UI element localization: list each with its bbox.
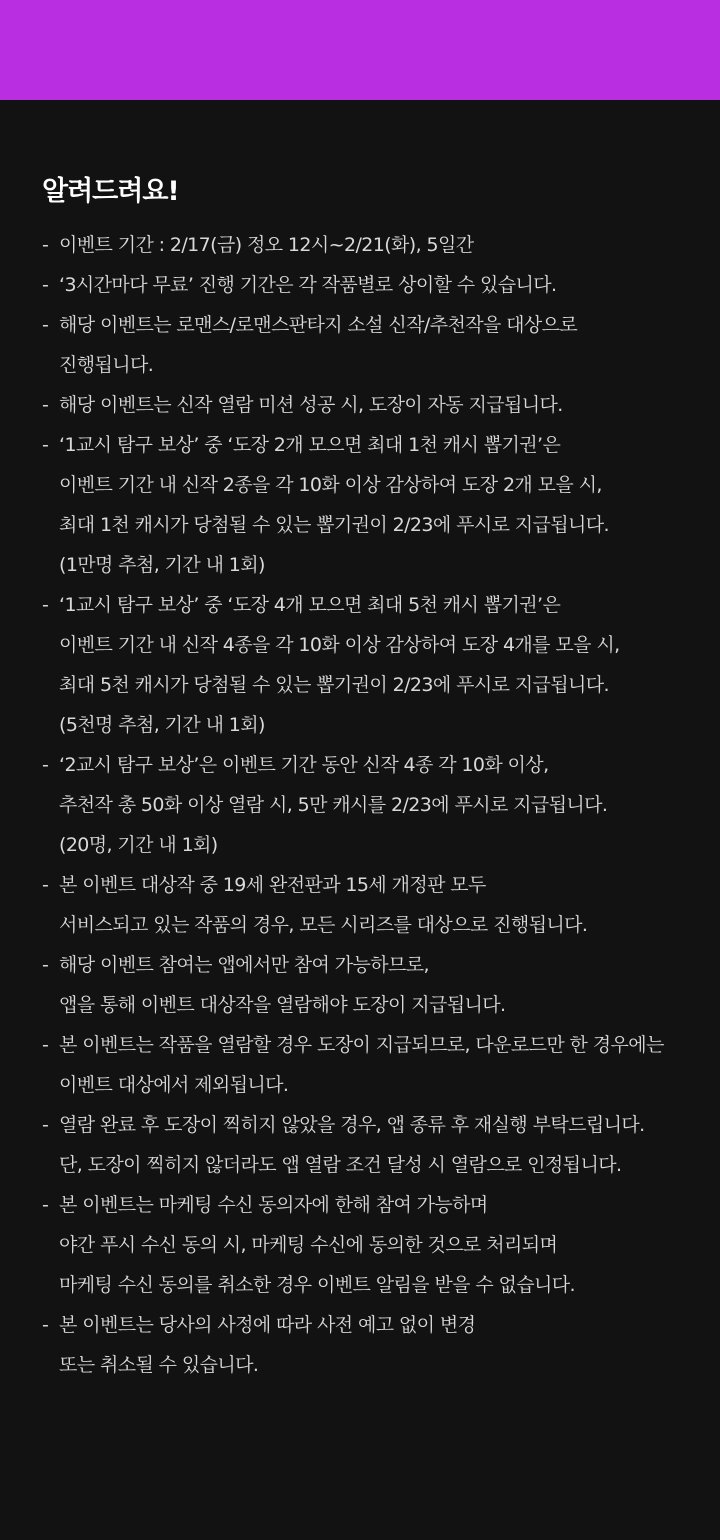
notice-bullet: - <box>42 274 49 296</box>
notice-line: 해당 이벤트는 로맨스/로맨스판타지 소설 신작/추천작을 대상으로 <box>59 314 578 336</box>
notice-line: 본 이벤트는 작품을 열람할 경우 도장이 지급되므로, 다운로드만 한 경우에는 <box>59 1034 664 1056</box>
notice-line: (5천명 추첨, 기간 내 1회) <box>59 714 265 736</box>
notice-bullet: - <box>42 434 49 456</box>
notice-line: 최대 5천 캐시가 당첨될 수 있는 뽑기권이 2/23에 푸시로 지급됩니다. <box>59 674 610 696</box>
notice-line: 본 이벤트는 마케팅 수신 동의자에 한해 참여 가능하며 <box>59 1194 488 1216</box>
notice-line: 해당 이벤트는 신작 열람 미션 성공 시, 도장이 자동 지급됩니다. <box>59 394 563 416</box>
notice-bullet: - <box>42 954 49 976</box>
notice-item <box>42 1025 702 1105</box>
notice-item <box>42 425 702 585</box>
notice-item <box>42 745 702 865</box>
top-banner-band <box>0 0 720 100</box>
notice-item-text <box>59 265 556 305</box>
notice-bullet: - <box>42 754 49 776</box>
notice-bullet: - <box>42 594 49 616</box>
notice-line: ‘2교시 탐구 보상’은 이벤트 기간 동안 신작 4종 각 10화 이상, <box>59 754 549 776</box>
notice-item <box>42 1305 702 1385</box>
notice-bullet: - <box>42 874 49 896</box>
notice-line: 해당 이벤트 참여는 앱에서만 참여 가능하므로, <box>59 954 429 976</box>
notice-line: 또는 취소될 수 있습니다. <box>59 1354 259 1376</box>
notice-item-text <box>59 945 505 1025</box>
notice-bullet: - <box>42 1114 49 1136</box>
notice-item-text <box>59 385 563 425</box>
notice-line: 본 이벤트 대상작 중 19세 완전판과 15세 개정판 모두 <box>59 874 486 896</box>
notice-bullet: - <box>42 1194 49 1216</box>
notice-item-text <box>59 1185 575 1305</box>
notice-line: ‘1교시 탐구 보상’ 중 ‘도장 2개 모으면 최대 1천 캐시 뽑기권’은 <box>59 434 561 456</box>
notice-line: 서비스되고 있는 작품의 경우, 모든 시리즈를 대상으로 진행됩니다. <box>59 914 588 936</box>
notice-line: 최대 1천 캐시가 당첨될 수 있는 뽑기권이 2/23에 푸시로 지급됩니다. <box>59 514 610 536</box>
notice-line: 이벤트 기간 내 신작 4종을 각 10화 이상 감상하여 도장 4개를 모을 시, <box>59 634 620 656</box>
notice-line: ‘3시간마다 무료’ 진행 기간은 각 작품별로 상이할 수 있습니다. <box>59 274 557 296</box>
notice-line: 추천작 총 50화 이상 열람 시, 5만 캐시를 2/23에 푸시로 지급됩니다. <box>59 794 608 816</box>
notice-bullet: - <box>42 1314 49 1336</box>
notice-line: 이벤트 기간 : 2/17(금) 정오 12시~2/21(화), 5일간 <box>59 234 474 256</box>
notice-bullet: - <box>42 234 49 256</box>
notice-item <box>42 385 702 425</box>
notice-item-text <box>59 1305 475 1385</box>
notice-line: 열람 완료 후 도장이 찍히지 않았을 경우, 앱 종류 후 재실행 부탁드립니다. <box>59 1114 645 1136</box>
notice-bullet: - <box>42 1034 49 1056</box>
notice-item-text <box>59 1105 645 1185</box>
notice-line: 본 이벤트는 당사의 사정에 따라 사전 예고 없이 변경 <box>59 1314 476 1336</box>
notice-list <box>42 225 702 1385</box>
notice-item-text <box>59 1025 664 1105</box>
notice-bullet: - <box>42 394 49 416</box>
notice-item-text <box>59 425 609 585</box>
notice-line: 단, 도장이 찍히지 않더라도 앱 열람 조건 달성 시 열람으로 인정됩니다. <box>59 1154 622 1176</box>
notice-item <box>42 945 702 1025</box>
notice-item <box>42 1185 702 1305</box>
notice-line: 마케팅 수신 동의를 취소한 경우 이벤트 알림을 받을 수 없습니다. <box>59 1274 576 1296</box>
notice-item <box>42 305 702 385</box>
notice-item <box>42 585 702 745</box>
notice-line: (1만명 추첨, 기간 내 1회) <box>59 554 265 576</box>
notice-line: (20명, 기간 내 1회) <box>59 834 218 856</box>
notice-item-text <box>59 745 607 865</box>
notice-item-text <box>59 865 587 945</box>
notice-line: 이벤트 대상에서 제외됩니다. <box>59 1074 289 1096</box>
notice-item <box>42 1105 702 1185</box>
notice-line: ‘1교시 탐구 보상’ 중 ‘도장 4개 모으면 최대 5천 캐시 뽑기권’은 <box>59 594 561 616</box>
notice-bullet: - <box>42 314 49 336</box>
notice-item <box>42 225 702 265</box>
notice-line: 야간 푸시 수신 동의 시, 마케팅 수신에 동의한 것으로 처리되며 <box>59 1234 558 1256</box>
notice-line: 앱을 통해 이벤트 대상작을 열람해야 도장이 지급됩니다. <box>59 994 506 1016</box>
notice-item-text <box>59 305 577 385</box>
notice-item <box>42 865 702 945</box>
notice-title: 알려드려요! <box>42 176 179 207</box>
notice-item-text <box>59 225 474 265</box>
notice-line: 진행됩니다. <box>59 354 154 376</box>
notice-item <box>42 265 702 305</box>
notice-item-text <box>59 585 620 745</box>
notice-line: 이벤트 기간 내 신작 2종을 각 10화 이상 감상하여 도장 2개 모을 시, <box>59 474 602 496</box>
